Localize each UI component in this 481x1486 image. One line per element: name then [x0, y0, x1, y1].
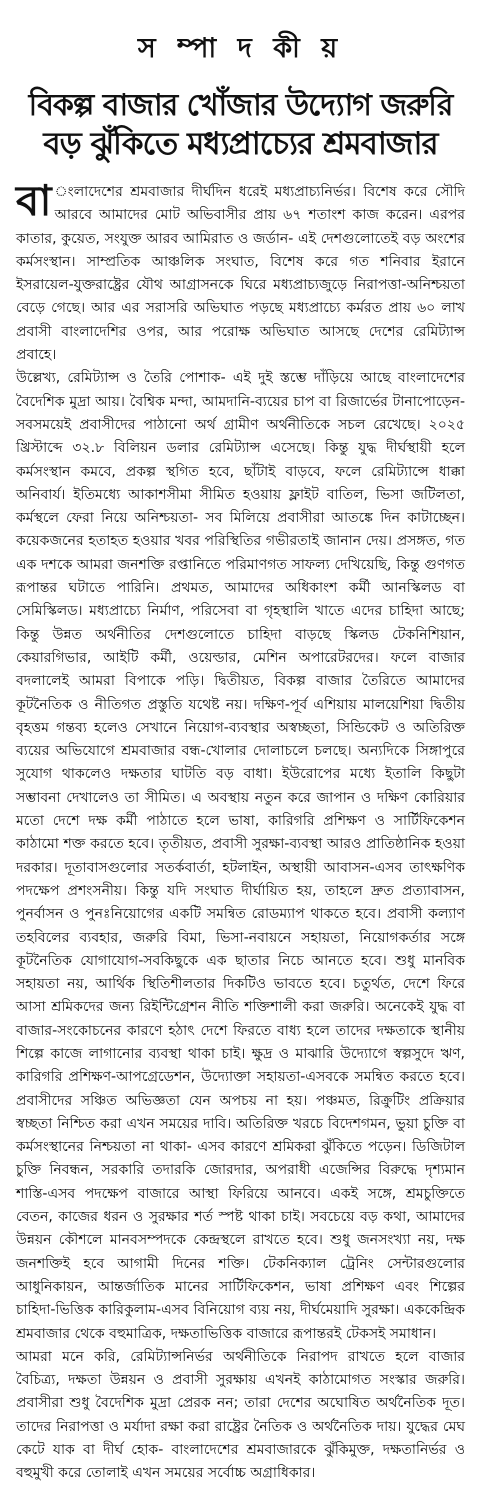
headline-line-1: বিকল্প বাজার খোঁজার উদ্যোগ জরুরি — [28, 88, 453, 123]
headline-line-2: বড় ঝুঁকিতে মধ্যপ্রাচ্যের শ্রমবাজার — [43, 126, 438, 162]
paragraph-3: আমরা মনে করি, রেমিট্যান্সনির্ভর অর্থনীতিকে নিরাপদ রাখতে হলে বাজার বৈচিত্র্য, দক্ষতা উন্নয়ন ও প্রবাসী সুরক্ষায় এখনই কাঠামোগত সংস্কার জরুরি। প্রবাসীরা শুধু বৈদেশিক মুদ্রা প্রেরক নন; তারা দেশের অঘোষিত অর্থনৈতিক দূত। তাদের নিরাপত্তা ও মর্যাদা রক্ষা করা রাষ্ট্রের নৈতিক ও অর্থনৈতিক দায়। যুদ্ধের মেঘ কেটে যাক বা দীর্ঘ হোক- বাংলাদেশের শ্রমবাজারকে ঝুঁকিমুক্ত, দক্ষতানির্ভর ও বহুমুখী করে তোলাই এখন সময়ের সর্বোচ্চ অগ্রাধিকার। — [16, 1348, 465, 1482]
article-body — [16, 176, 465, 1486]
paragraph-1-text: ংলাদেশের শ্রমবাজার দীর্ঘদিন ধরেই মধ্যপ্রাচ্যনির্ভর। বিশেষ করে সৌদি আরবে আমাদের মোট অভিবাসীর প্রায় ৬৭ শতাংশ কাজ করেন। এরপর কাতার, কুয়েত, সংযুক্ত আরব আমিরাত ও জর্ডান- এই দেশগুলোতেই বড় অংশের কর্মসংস্থান। সাম্প্রতিক আঞ্চলিক সংঘাত, বিশেষ করে গত শনিবার ইরানে ইসরায়েল-যুক্তরাষ্ট্রের যৌথ আগ্রাসনকে ঘিরে মধ্যপ্রাচ্যজুড়ে নিরাপত্তা-অনিশ্চয়তা বেড়ে গেছে। আর এর সরাসরি অভিঘাত পড়ছে মধ্যপ্রাচ্যে কর্মরত প্রায় ৬০ লাখ প্রবাসী বাংলাদেশির ওপর, আর পরোক্ষ অভিঘাত আসছে দেশের রেমিট্যান্স প্রবাহে। — [16, 184, 465, 364]
drop-cap: বা — [16, 176, 52, 225]
section-label: স ম্পা দ কী য় — [137, 33, 344, 64]
paragraph-2: উল্লেখ্য, রেমিট্যান্স ও তৈরি পোশাক- এই দুই স্তম্ভে দাঁড়িয়ে আছে বাংলাদেশের বৈদেশিক মুদ্রা আয়। বৈশ্বিক মন্দা, আমদানি-ব্যয়ের চাপ বা রিজার্ভের টানাপোড়েন- সবসময়েই প্রবাসীদের পাঠানো অর্থ গ্রামীণ অর্থনীতিকে সচল রেখেছে। ২০২৫ খ্রিস্টাব্দে ৩২.৮ বিলিয়ন ডলার রেমিট্যান্স এসেছে। কিন্তু যুদ্ধ দীর্ঘস্থায়ী হলে কর্মসংস্থান কমবে, প্রকল্প স্থগিত হবে, ছাঁটাই বাড়বে, ফলে রেমিট্যান্সে ধাক্কা অনিবার্য। ইতিমধ্যে আকাশসীমা সীমিত হওয়ায় ফ্লাইট বাতিল, ভিসা জটিলতা, কর্মস্থলে ফেরা নিয়ে অনিশ্চয়তা- সব মিলিয়ে প্রবাসীরা আতঙ্কে দিন কাটাচ্ছেন। কয়েকজনের হতাহত হওয়ার খবর পরিস্থিতির গভীরতাই জানান দেয়। প্রসঙ্গত, গত এক দশকে আমরা জনশক্তি রপ্তানিতে পরিমাণগত সাফল্য দেখিয়েছি, কিন্তু গুণগত রূপান্তর ঘটাতে পারিনি। প্রথমত, আমাদের অধিকাংশ কর্মী আনস্কিলড বা সেমিস্কিলড। মধ্যপ্রাচ্যে নির্মাণ, পরিসেবা বা গৃহস্থালি খাতে এদের চাহিদা আছে; কিন্তু উন্নত অর্থনীতির দেশগুলোতে চাহিদা বাড়ছে স্কিলড টেকনিশিয়ান, কেয়ারগিভার, আইটি কর্মী, ওয়েল্ডার, মেশিন অপারেটরদের। ফলে বাজার বদলালেই আমরা বিপাকে পড়ি। দ্বিতীয়ত, বিকল্প বাজার তৈরিতে আমাদের কূটনৈতিক ও নীতিগত প্রস্তুতি যথেষ্ট নয়। দক্ষিণ-পূর্ব এশিয়ায় মালয়েশিয়া দ্বিতীয় বৃহত্তম গন্তব্য হলেও সেখানে নিয়োগ-ব্যবস্থার অস্বচ্ছতা, সিন্ডিকেট ও অতিরিক্ত ব্যয়ের অভিযোগে শ্রমবাজার বন্ধ-খোলার দোলাচলে চলছে। অন্যদিকে সিঙ্গাপুরে সুযোগ থাকলেও দক্ষতার ঘাটতি বড় বাধা। ইউরোপের মধ্যে ইতালি কিছুটা সম্ভাবনা দেখালেও তা সীমিত। এ অবস্থায় নতুন করে জাপান ও দক্ষিণ কোরিয়ার মতো দেশে দক্ষ কর্মী পাঠাতে হলে ভাষা, কারিগরি প্রশিক্ষণ ও সার্টিফিকেশন কাঠামো শক্ত করতে হবে। তৃতীয়ত, প্রবাসী সুরক্ষা-ব্যবস্থা আরও প্রাতিষ্ঠানিক হওয়া দরকার। দূতাবাসগুলোর সতর্কবার্তা, হটলাইন, অস্থায়ী আবাসন-এসব তাৎক্ষণিক পদক্ষেপ প্রশংসনীয়। কিন্তু যদি সংঘাত দীর্ঘায়িত হয়, তাহলে দ্রুত প্রত্যাবাসন, পুনর্বাসন ও পুনঃনিয়োগের একটি সমন্বিত রোডম্যাপ থাকতে হবে। প্রবাসী কল্যাণ তহবিলের ব্যবহার, জরুরি বিমা, ভিসা-নবায়নে সহায়তা, নিয়োগকর্তার সঙ্গে কূটনৈতিক যোগাযোগ-সবকিছুকে এক ছাতার নিচে আনতে হবে। শুধু মানবিক সহায়তা নয়, আর্থিক স্থিতিশীলতার দিকটিও ভাবতে হবে। চতুর্থত, দেশে ফিরে আসা শ্রমিকদের জন্য রিইন্টিগ্রেশন নীতি শক্তিশালী করা জরুরি। অনেকেই যুদ্ধ বা বাজার-সংকোচনের কারণে হঠাৎ দেশে ফিরতে বাধ্য হলে তাদের দক্ষতাকে স্থানীয় শিল্পে কাজে লাগানোর ব্যবস্থা থাকা চাই। ক্ষুদ্র ও মাঝারি উদ্যোগে স্বল্পসুদে ঋণ, কারিগরি প্রশিক্ষণ-আপগ্রেডেশন, উদ্যোক্তা সহায়তা-এসবকে সমন্বিত করতে হবে। প্রবাসীদের সঞ্চিত অভিজ্ঞতা যেন অপচয় না হয়। পঞ্চমত, রিক্রুটিং প্রক্রিয়ার স্বচ্ছতা নিশ্চিত করা এখন সময়ের দাবি। অতিরিক্ত খরচে বিদেশগমন, ভুয়া চুক্তি বা কর্মসংস্থানের নিশ্চয়তা না থাকা- এসব কারণে শ্রমিকরা ঝুঁকিতে পড়েন। ডিজিটাল চুক্তি নিবন্ধন, সরকারি তদারকি জোরদার, অপরাধী এজেন্সির বিরুদ্ধে দৃশ্যমান শাস্তি-এসব পদক্ষেপ বাজারে আস্থা ফিরিয়ে আনবে। একই সঙ্গে, শ্রমচুক্তিতে বেতন, কাজের ধরন ও সুরক্ষার শর্ত স্পষ্ট থাকা চাই। সবচেয়ে বড় কথা, আমাদের উন্নয়ন কৌশলে মানবসম্পদকে কেন্দ্রস্থলে রাখতে হবে। শুধু জনসংখ্যা নয়, দক্ষ জনশক্তিই হবে আগামী দিনের শক্তি। টেকনিক্যাল ট্রেনিং সেন্টারগুলোর আধুনিকায়ন, আন্তর্জাতিক মানের সার্টিফিকেশন, ভাষা প্রশিক্ষণ এবং শিল্পের চাহিদা-ভিত্তিক কারিকুলাম-এসব বিনিয়োগ ব্যয় নয়, দীর্ঘমেয়াদি সুরক্ষা। এককেন্দ্রিক শ্রমবাজার থেকে বহুমাত্রিক, দক্ষতাভিত্তিক বাজারে রূপান্তরই টেকসই সমাধান। — [16, 370, 465, 1342]
paragraph-1 — [16, 176, 465, 367]
